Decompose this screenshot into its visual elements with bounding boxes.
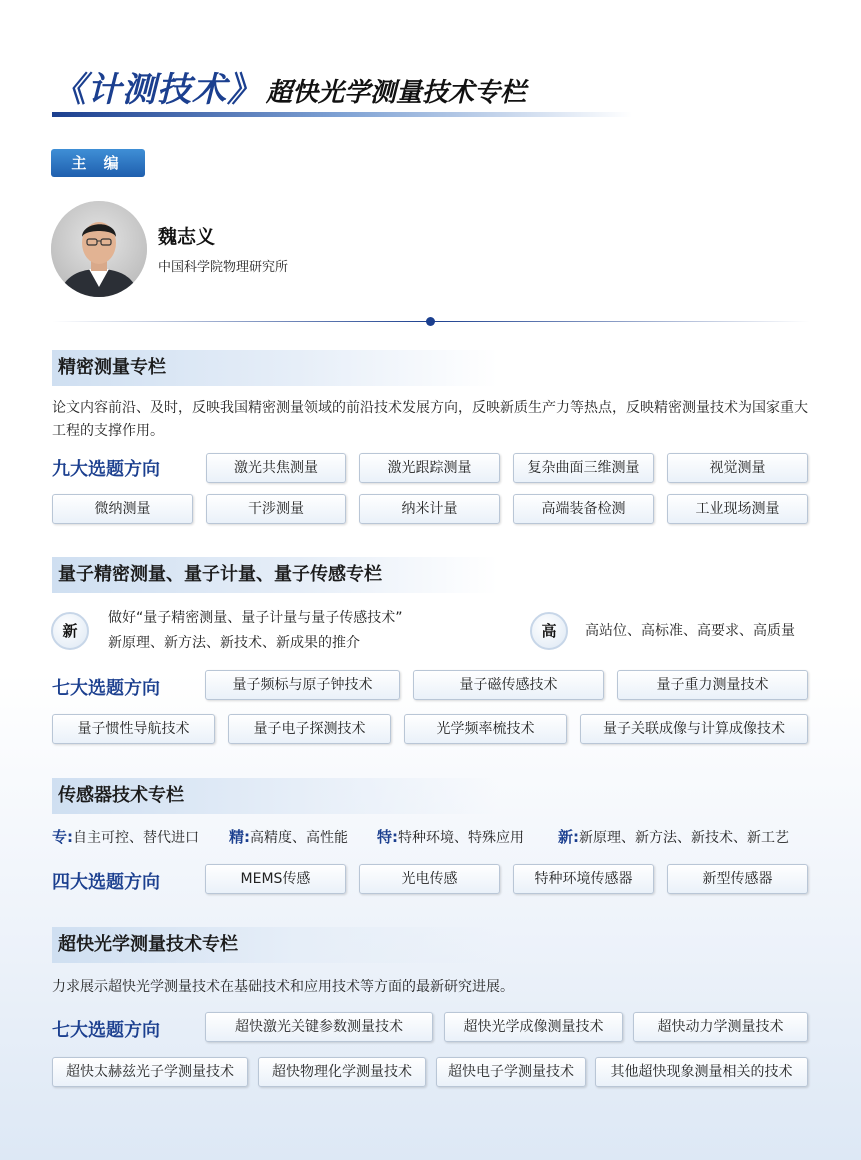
topic-tag: 超快光学成像测量技术 (444, 1012, 623, 1042)
section-ultrafast-desc: 力求展示超快光学测量技术在基础技术和应用技术等方面的最新研究进展。 (52, 979, 514, 995)
topic-tag: 纳米计量 (359, 494, 500, 524)
topic-tag: 量子惯性导航技术 (52, 714, 215, 744)
topic-tag: 量子电子探测技术 (228, 714, 391, 744)
topic-tag: 超快电子学测量技术 (436, 1057, 586, 1087)
sensor-feature-xin: 新:新原理、新方法、新技术、新工艺 (558, 828, 789, 846)
topic-tag: 光学频率梳技术 (404, 714, 567, 744)
topic-tag: 干涉测量 (206, 494, 346, 524)
topic-tag: 量子重力测量技术 (617, 670, 808, 700)
topic-tag: 特种环境传感器 (513, 864, 654, 894)
sec1-direction-label: 九大选题方向 (52, 459, 160, 480)
avatar (51, 201, 147, 297)
topic-tag: 量子频标与原子钟技术 (205, 670, 400, 700)
sensor-feature-zhuan: 专:自主可控、替代进口 (52, 828, 199, 846)
topic-tag: 工业现场测量 (667, 494, 808, 524)
editor-tag: 主 编 (51, 149, 145, 177)
column-title: 超快光学测量技术专栏 (266, 78, 527, 108)
section-precision-measurement-desc: 论文内容前沿、及时，反映我国精密测量领域的前沿技术发展方向，反映新质生产力等热点，反映精密测量技术为国家重大工程的支撑作用。 (52, 400, 808, 439)
topic-tag: 量子磁传感技术 (413, 670, 604, 700)
sec4-direction-label: 七大选题方向 (52, 1020, 160, 1041)
sec3-direction-label: 四大选题方向 (52, 872, 160, 893)
editor-affiliation: 中国科学院物理研究所 (158, 260, 289, 275)
editor-name: 魏志义 (158, 226, 216, 248)
topic-tag: MEMS传感 (205, 864, 346, 894)
sensor-feature-jing: 精:高精度、高性能 (229, 828, 348, 846)
badge-new: 新 (51, 612, 89, 650)
topic-tag: 高端装备检测 (513, 494, 654, 524)
sec2-direction-label: 七大选题方向 (52, 678, 160, 699)
topic-tag: 微纳测量 (52, 494, 193, 524)
divider-dot (426, 317, 435, 326)
sensor-feature-te: 特:特种环境、特殊应用 (377, 828, 524, 846)
topic-tag: 量子关联成像与计算成像技术 (580, 714, 808, 744)
section-precision-measurement-title: 精密测量专栏 (52, 350, 498, 386)
high-text: 高站位、高标准、高要求、高质量 (585, 623, 795, 639)
new-line-1: 做好“量子精密测量、量子计量与量子传感技术” (108, 610, 403, 626)
page-title (52, 62, 526, 111)
topic-tag: 超快动力学测量技术 (633, 1012, 808, 1042)
topic-tag: 视觉测量 (667, 453, 808, 483)
section-sensor-title: 传感器技术专栏 (52, 778, 498, 814)
person-photo (51, 201, 147, 297)
topic-tag: 超快物理化学测量技术 (258, 1057, 426, 1087)
topic-tag: 超快太赫兹光子学测量技术 (52, 1057, 248, 1087)
badge-high: 高 (530, 612, 568, 650)
journal-title: 《计测技术》 (52, 70, 262, 110)
title-underline (52, 112, 632, 117)
topic-tag: 复杂曲面三维测量 (513, 453, 654, 483)
section-quantum-title: 量子精密测量、量子计量、量子传感专栏 (52, 557, 498, 593)
topic-tag: 新型传感器 (667, 864, 808, 894)
topic-tag: 光电传感 (359, 864, 500, 894)
topic-tag: 超快激光关键参数测量技术 (205, 1012, 433, 1042)
topic-tag: 激光跟踪测量 (359, 453, 500, 483)
new-line-2: 新原理、新方法、新技术、新成果的推介 (108, 635, 360, 651)
topic-tag: 激光共焦测量 (206, 453, 346, 483)
topic-tag: 其他超快现象测量相关的技术 (595, 1057, 808, 1087)
section-ultrafast-title: 超快光学测量技术专栏 (52, 927, 498, 963)
